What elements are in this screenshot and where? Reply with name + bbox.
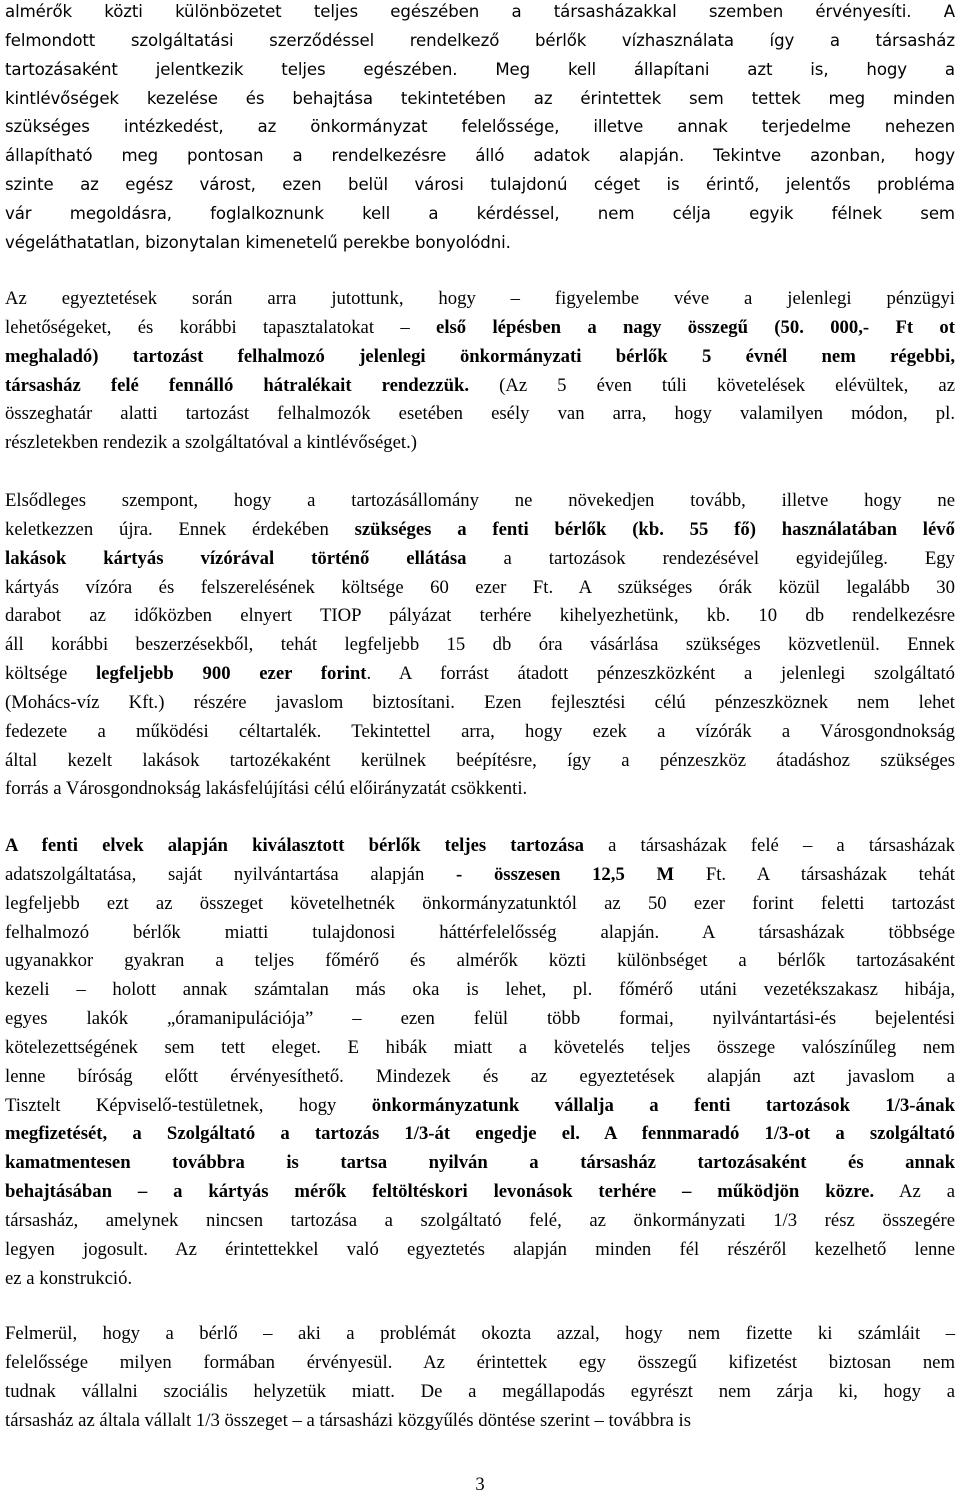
text-line <box>5 429 955 458</box>
text-run: lehetőségeket, és korábbi tapasztalatokat – <box>5 316 437 338</box>
text-run: kintlévőségek kezelése és behajtása tekintetében az érintettek sem tettek meg minden <box>5 88 955 108</box>
text-line <box>5 1407 955 1436</box>
text-line <box>5 229 955 258</box>
text-run: kártyás vízóra és felszerelésének költsége 60 ezer Ft. A szükséges órák közül legalább 30 <box>5 576 955 598</box>
text-line <box>5 1378 955 1407</box>
text-run: fedezete a működési céltartalék. Tekintettel arra, hogy ezek a vízórák a Városgondnokság <box>5 720 955 742</box>
paragraph-question <box>5 1320 955 1435</box>
bold-text: önkormányzatunk vállalja a fenti tartozások 1/3-ának <box>371 1094 956 1116</box>
text-line <box>5 1178 955 1207</box>
text-line <box>5 718 955 747</box>
paragraph-primary-aspect <box>5 487 955 804</box>
text-run: legfeljebb ezt az összeget követelhetnék önkormányzatunktól az 50 ezer forint feletti tartozást <box>5 892 955 914</box>
text-run: keletkezzen újra. Ennek érdekében <box>5 518 355 540</box>
text-run: szinte az egész várost, ezen belül városi tulajdonú céget is érintő, jelentős probléma <box>5 175 955 195</box>
text-line <box>5 1063 955 1092</box>
text-line <box>5 85 955 114</box>
text-run: összeghatár alatti tartozást felhalmozók esetében esély van arra, hogy valamilyen módon, pl. <box>5 403 955 425</box>
text-run: Ft. A társasházak tehát <box>674 863 955 885</box>
text-line <box>5 574 955 603</box>
text-run: egyes lakók „óramanipulációja” – ezen felül több formai, nyilvántartási-és bejelentési <box>5 1008 955 1030</box>
text-line <box>5 142 955 171</box>
text-run: felmondott szolgáltatási szerződéssel rendelkező bérlők vízhasználata így a társasház <box>5 30 955 50</box>
text-run: Tisztelt Képviselő-testületnek, hogy <box>5 1094 372 1116</box>
text-run: költsége <box>5 663 96 685</box>
text-run: legyen jogosult. Az érintettekkel való egyeztetés alapján minden fél részéről kezelhető lenne <box>5 1238 955 1260</box>
text-line <box>5 1092 955 1121</box>
text-line <box>5 171 955 200</box>
bold-text: szükséges a fenti bérlők (kb. 55 fő) használatában lévő <box>354 518 955 540</box>
bold-text: legfeljebb 900 ezer forint <box>95 663 367 685</box>
text-line <box>5 832 955 861</box>
text-line <box>5 285 955 314</box>
paragraph-intro-continued <box>5 0 955 258</box>
bold-text: megfizetését, a Szolgáltató a tartozás 1/3-át engedje el. A fennmaradó 1/3-ot a szolgáltató <box>5 1123 955 1145</box>
text-run: állapítható meg pontosan a rendelkezésre álló adatok alapján. Tekintve azonban, hogy <box>5 146 955 166</box>
text-run: lenne bíróság előtt érvényesíthető. Mindezek és az egyeztetések alapján azt javaslom a <box>5 1065 955 1087</box>
text-line <box>5 1005 955 1034</box>
text-line <box>5 976 955 1005</box>
text-line <box>5 919 955 948</box>
text-run: felelőssége milyen formában érvényesül. Az érintettek egy összegű kifizetést biztosan nem <box>5 1351 955 1373</box>
text-run: vár megoldásra, foglalkoznunk kell a kérdéssel, nem célja egyik félnek sem <box>5 203 955 223</box>
text-line <box>5 516 955 545</box>
text-line <box>5 200 955 229</box>
bold-text: A fenti elvek alapján kiválasztott bérlők teljes tartozása <box>5 835 584 856</box>
text-run: felhalmozó bérlők miatti tulajdonosi háttérfelelősség alapján. A társasházak többsége <box>5 921 955 943</box>
text-line <box>5 56 955 85</box>
text-line <box>5 1265 955 1294</box>
paragraph-negotiations <box>5 285 955 458</box>
text-run: Felmerül, hogy a bérlő – aki a problémát okozta azzal, hogy nem fizette ki számláit – <box>5 1323 955 1344</box>
text-run: társasház, amelynek nincsen tartozása a szolgáltató felé, az önkormányzati 1/3 rész összegére <box>5 1209 955 1231</box>
text-run: kötelezettségének sem tett eleget. E hibák miatt a követelés teljes összege valószínűleg nem <box>5 1036 955 1058</box>
text-line <box>5 372 955 401</box>
text-run: társasház az általa vállalt 1/3 összeget – a társasházi közgyűlés döntése szerint – továbbra is <box>5 1409 691 1431</box>
bold-text: - összesen 12,5 M <box>456 863 675 885</box>
text-line <box>5 775 955 804</box>
bold-text: társasház felé fennálló hátralékait rendezzük. <box>5 374 470 396</box>
text-line <box>5 343 955 372</box>
text-line <box>5 861 955 890</box>
text-run: áll korábbi beszerzésekből, tehát legfeljebb 15 db óra vásárlása szükséges közvetlenül. Ennek <box>5 634 955 656</box>
text-line <box>5 689 955 718</box>
text-line <box>5 1207 955 1236</box>
text-run: által kezelt lakások tartozékaként kerülnek beépítésre, így a pénzeszköz átadáshoz szükséges <box>5 749 955 771</box>
text-run: ugyanakkor gyakran a teljes főmérő és almérők közti különbséget a bérlők tartozásaként <box>5 950 955 972</box>
text-run: adatszolgáltatása, saját nyilvántartása alapján <box>5 863 457 885</box>
text-run: . A forrást átadott pénzeszközként a jelenlegi szolgáltató <box>366 663 956 685</box>
text-run: szükséges intézkedést, az önkormányzat felelőssége, illetve annak terjedelme nehezen <box>5 117 955 137</box>
text-line <box>5 1320 955 1349</box>
text-line <box>5 487 955 516</box>
text-line <box>5 1120 955 1149</box>
text-run: darabot az időközben elnyert TIOP pályázat terhére kihelyezhetünk, kb. 10 db rendelkezésre <box>5 605 955 627</box>
text-run: almérők közti különbözetet teljes egészében a társasházakkal szemben érvényesíti. A <box>5 2 955 21</box>
paragraph-principles <box>5 832 955 1294</box>
text-line <box>5 890 955 919</box>
text-line <box>5 947 955 976</box>
text-line <box>5 1349 955 1378</box>
text-line <box>5 602 955 631</box>
page-number: 3 <box>475 1474 485 1495</box>
bold-text: kamatmentesen továbbra is tartsa nyilván a társasház tartozásaként és annak <box>5 1152 955 1174</box>
text-line <box>5 400 955 429</box>
text-run: (Mohács-víz Kft.) részére javaslom biztosítani. Ezen fejlesztési célú pénzeszköznek nem lehet <box>5 691 955 713</box>
text-run: (Az 5 éven túli követelések elévültek, az <box>469 374 955 396</box>
text-run: tartozásaként jelentkezik teljes egészében. Meg kell állapítani azt is, hogy a <box>5 59 955 79</box>
text-line <box>5 27 955 56</box>
text-run: ez a konstrukció. <box>5 1267 133 1289</box>
text-line <box>5 1236 955 1265</box>
text-run: Elsődleges szempont, hogy a tartozásállomány ne növekedjen tovább, illetve hogy ne <box>5 490 955 511</box>
bold-text: első lépésben a nagy összegű (50. 000,- Ft ot <box>436 316 955 338</box>
bold-text: behajtásában – a kártyás mérők feltöltéskori levonások terhére – működjön közre. <box>5 1181 875 1203</box>
bold-text: lakások kártyás vízórával történő ellátása <box>5 547 467 569</box>
text-run: kezeli – holott annak számtalan más oka is lehet, pl. főmérő utáni vezetékszakasz hibája, <box>5 979 955 1001</box>
text-line <box>5 747 955 776</box>
text-run: forrás a Városgondnokság lakásfelújítási célú előirányzatát csökkenti. <box>5 778 528 800</box>
text-line <box>5 314 955 343</box>
text-run: Az a <box>874 1181 955 1203</box>
text-line <box>5 113 955 142</box>
text-line <box>5 1034 955 1063</box>
text-line <box>5 1149 955 1178</box>
text-run: a tartozások rendezésével egyidejűleg. Egy <box>466 547 955 569</box>
text-run: Az egyeztetések során arra jutottunk, hogy – figyelembe véve a jelenlegi pénzügyi <box>5 288 955 309</box>
text-line <box>5 631 955 660</box>
text-run: a társasházak felé – a társasházak <box>583 835 955 856</box>
text-line <box>5 660 955 689</box>
text-line <box>5 545 955 574</box>
text-run: tudnak vállalni szociális helyzetük miatt. De a megállapodás egyrészt nem zárja ki, hogy a <box>5 1380 955 1402</box>
text-run: végeláthatatlan, bizonytalan kimenetelű perekbe bonyolódni. <box>5 232 511 252</box>
text-line <box>5 0 955 27</box>
text-run: részletekben rendezik a szolgáltatóval a kintlévőséget.) <box>5 432 417 454</box>
bold-text: meghaladó) tartozást felhalmozó jelenlegi önkormányzati bérlők 5 évnél nem régebbi, <box>5 345 955 367</box>
